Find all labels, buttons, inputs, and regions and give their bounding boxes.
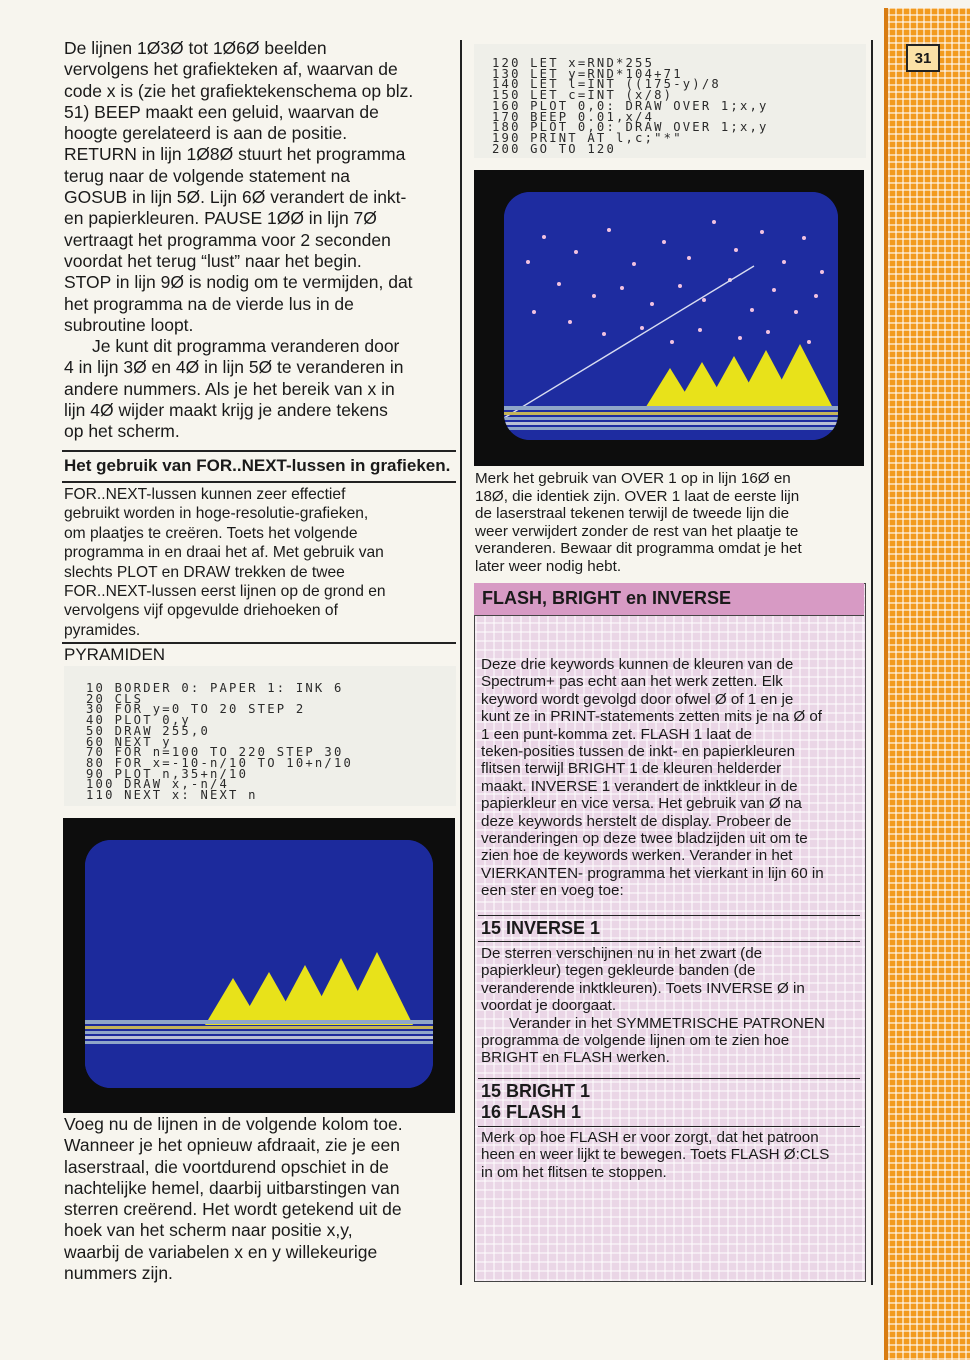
text-line: veranderen. Bewaar dit programma omdat je het — [475, 540, 802, 558]
box-rule — [478, 915, 860, 916]
closing-paragraph — [64, 1114, 456, 1284]
box-header — [474, 583, 864, 616]
program-title: PYRAMIDEN — [64, 645, 166, 664]
text-line: subroutine loopt. — [64, 314, 194, 335]
code-line: 20 CLS — [86, 691, 144, 706]
text-line: teken-posities tussen de inkt- en papierkleuren — [481, 743, 796, 761]
code-line: 90 PLOT n,35+n/10 — [86, 766, 249, 781]
code-line: 170 BEEP 0.01,x/4 — [492, 109, 655, 124]
column-rule-left — [460, 40, 462, 1285]
code-line: 200 GO TO 120 — [492, 141, 616, 156]
code-line: 190 PRINT AT l,c;"*" — [492, 130, 683, 145]
text-line: Deze drie keywords kunnen de kleuren van de — [481, 656, 794, 673]
text-line: om plaatjes te creëren. Toets het volgende — [64, 524, 358, 542]
text-line: hoogte gerelateerd is aan de positie. — [64, 123, 348, 144]
code-line: 130 LET y=RND*104+71 — [492, 66, 683, 81]
text-line: FOR..NEXT-lussen kunnen zeer effectief — [64, 486, 346, 503]
section-rule-bottom — [62, 481, 456, 483]
text-line: papierkleur en vice versa. Het gebruik van Ø na — [481, 795, 802, 813]
section-paragraph — [64, 485, 456, 640]
intro-paragraph — [64, 38, 456, 443]
box-body — [481, 656, 861, 900]
text-line: FOR..NEXT-lussen eerst lijnen op de grond en — [64, 583, 386, 601]
text-line: pyramides. — [64, 621, 141, 639]
text-line: de laserstraal tekenen terwijl de tweede lijn die — [475, 505, 790, 523]
code-line: 70 FOR n=100 TO 220 STEP 30 — [86, 745, 344, 760]
text-line: 4 in lijn 3Ø en 4Ø in lijn 5Ø te veranderen in — [64, 357, 404, 378]
tv-screen — [85, 840, 433, 1088]
code-line: 150 LET c=INT (x/8) — [492, 88, 674, 103]
text-line: De sterren verschijnen nu in het zwart (de — [481, 945, 763, 962]
tv-screenshot-pyramids — [63, 818, 455, 1113]
decorative-strip — [888, 8, 970, 1360]
text-line: Merk op hoe FLASH er voor zorgt, dat het patroon — [481, 1129, 819, 1146]
text-line: op het scherm. — [64, 421, 180, 442]
laser-listing — [474, 44, 866, 158]
code-line: 180 PLOT 0,0: DRAW OVER 1;x,y — [492, 120, 769, 135]
bright-heading: 15 BRIGHT 1 — [481, 1081, 591, 1101]
text-line: 1 een punt-komma zet. FLASH 1 laat de — [481, 725, 752, 743]
text-line: Spectrum+ pas echt aan het werk zetten. Elk — [481, 673, 783, 691]
text-line: een ster en voeg toe: — [481, 882, 624, 900]
text-line: Je kunt dit programma veranderen door — [92, 336, 400, 357]
text-line: waarbij de variabelen x en y willekeurige — [64, 1241, 378, 1262]
text-line: voordat je doorgaat. — [481, 997, 617, 1015]
code-line: 40 PLOT 0,y — [86, 713, 191, 728]
text-line: nachtelijke hemel, daarbij uitbarstingen van — [64, 1177, 400, 1198]
text-line: vervolgens vijf opgevulde driehoeken of — [64, 602, 338, 620]
code-line: 100 DRAW x,-n/4 — [86, 777, 230, 792]
inverse-text — [481, 945, 861, 1067]
text-line: laserstraal, die voortdurend opschiet in de — [64, 1156, 389, 1177]
text-line: lijn 4Ø wijder maakt krijg je andere tekens — [64, 400, 388, 421]
inverse-heading: 15 INVERSE 1 — [481, 918, 601, 938]
text-line: vervolgens het grafiekteken af, waarvan de — [64, 59, 398, 80]
text-line: weer verwijdert zonder de rest van het plaatje te — [475, 522, 799, 540]
text-line: kunt ze in PRINT-statements zetten mits je na Ø of — [481, 708, 823, 726]
laser-stars-picture — [504, 192, 838, 440]
page-number: 31 — [906, 44, 940, 72]
box-rule — [478, 941, 860, 942]
text-line: zien hoe de keywords werken. Verander in het — [481, 847, 793, 865]
text-line: Wanneer je het opnieuw afdraait, zie je een — [64, 1135, 400, 1156]
text-line: keyword wordt gevolgd door ofwel Ø of 1 en je — [481, 690, 794, 708]
text-line: Merk het gebruik van OVER 1 op in lijn 16Ø en — [475, 470, 791, 487]
section-rule-top — [62, 450, 456, 452]
text-line: BRIGHT en FLASH werken. — [481, 1049, 670, 1067]
text-line: heen en weer lijkt te bewegen. Toets FLASH Ø:CLS — [481, 1146, 830, 1164]
text-line: deze keywords herstelt de display. Probeer de — [481, 812, 792, 830]
box-title: FLASH, BRIGHT en INVERSE — [482, 588, 732, 608]
text-line: STOP in lijn 9Ø is nodig om te vermijden, dat — [64, 272, 413, 293]
flash-heading: 16 FLASH 1 — [481, 1102, 582, 1122]
text-line: 18Ø, die identiek zijn. OVER 1 laat de eerste lijn — [475, 487, 800, 505]
text-line: papierkleur) tegen gekleurde banden (de — [481, 962, 756, 980]
text-line: voordat het terug “lust” naar het begin. — [64, 250, 362, 271]
text-line: veranderingen op deze twee bladzijden uit om te — [481, 830, 808, 848]
text-line: programma in en draai het af. Met gebruik van — [64, 544, 384, 562]
pyramiden-listing — [64, 666, 456, 806]
code-line: 50 DRAW 255,0 — [86, 723, 210, 738]
text-line: terug naar de volgende statement na — [64, 165, 351, 186]
pyramids-picture — [85, 840, 433, 1088]
text-line: nummers zijn. — [64, 1263, 173, 1284]
code-line: 160 PLOT 0,0: DRAW OVER 1;x,y — [492, 98, 769, 113]
text-line: veranderende inktkleuren). Toets INVERSE Ø in — [481, 979, 805, 997]
tv-screen — [504, 192, 838, 440]
box-rule — [478, 1078, 860, 1079]
laser-caption — [475, 470, 867, 576]
text-line: RETURN in lijn 1Ø8Ø stuurt het programma — [64, 144, 406, 165]
text-line: het programma na de vierde lus in de — [64, 293, 354, 314]
text-line: De lijnen 1Ø3Ø tot 1Ø6Ø beelden — [64, 38, 327, 58]
code-line: 80 FOR x=-10-n/10 TO 10+n/10 — [86, 755, 354, 770]
code-line: 60 NEXT y — [86, 734, 172, 749]
text-line: flitsen terwijl BRIGHT 1 de kleuren helderder — [481, 760, 782, 778]
text-line: en papierkleuren. PAUSE 1ØØ in lijn 7Ø — [64, 208, 377, 229]
text-line: in om het flitsen te stoppen. — [481, 1163, 667, 1181]
text-line: sterren creërend. Het wordt getekend uit de — [64, 1199, 402, 1220]
text-line: VIERKANTEN- programma het vierkant in lijn 60 in — [481, 864, 824, 882]
code-line: 30 FOR y=0 TO 20 STEP 2 — [86, 702, 306, 717]
code-line: 120 LET x=RND*255 — [492, 56, 655, 70]
text-line: Verander in het SYMMETRISCHE PATRONEN — [509, 1014, 825, 1032]
column-rule-right — [871, 40, 873, 1285]
code-line: 10 BORDER 0: PAPER 1: INK 6 — [86, 681, 344, 695]
text-line: slechts PLOT en DRAW trekken de twee — [64, 563, 345, 581]
text-line: hoek van het scherm naar positie x,y, — [64, 1220, 353, 1241]
text-line: maakt. INVERSE 1 verandert de inktkleur in de — [481, 777, 798, 795]
text-line: vertraagt het programma voor 2 seconden — [64, 229, 391, 250]
text-line: GOSUB in lijn 5Ø. Lijn 6Ø verandert de inkt- — [64, 187, 407, 208]
text-line: Voeg nu de lijnen in de volgende kolom toe. — [64, 1114, 403, 1134]
text-line: code x is (zie het grafiektekenschema op blz. — [64, 80, 414, 101]
box-rule — [478, 1126, 860, 1127]
text-line: 51) BEEP maakt een geluid, waarvan de — [64, 101, 379, 122]
text-line: gebruikt worden in hoge-resolutie-grafieken, — [64, 505, 369, 523]
flash-text — [481, 1129, 861, 1181]
code-line: 140 LET l=INT ((175-y)/8 — [492, 77, 721, 92]
section-heading: Het gebruik van FOR..NEXT-lussen in grafieken. — [64, 456, 451, 475]
code-line: 110 NEXT x: NEXT n — [86, 788, 258, 803]
text-line: programma de volgende lijnen om te zien hoe — [481, 1032, 790, 1050]
text-line: andere nummers. Als je het bereik van x in — [64, 378, 395, 399]
tv-screenshot-laser — [474, 170, 864, 466]
text-line: later weer nodig hebt. — [475, 557, 622, 575]
